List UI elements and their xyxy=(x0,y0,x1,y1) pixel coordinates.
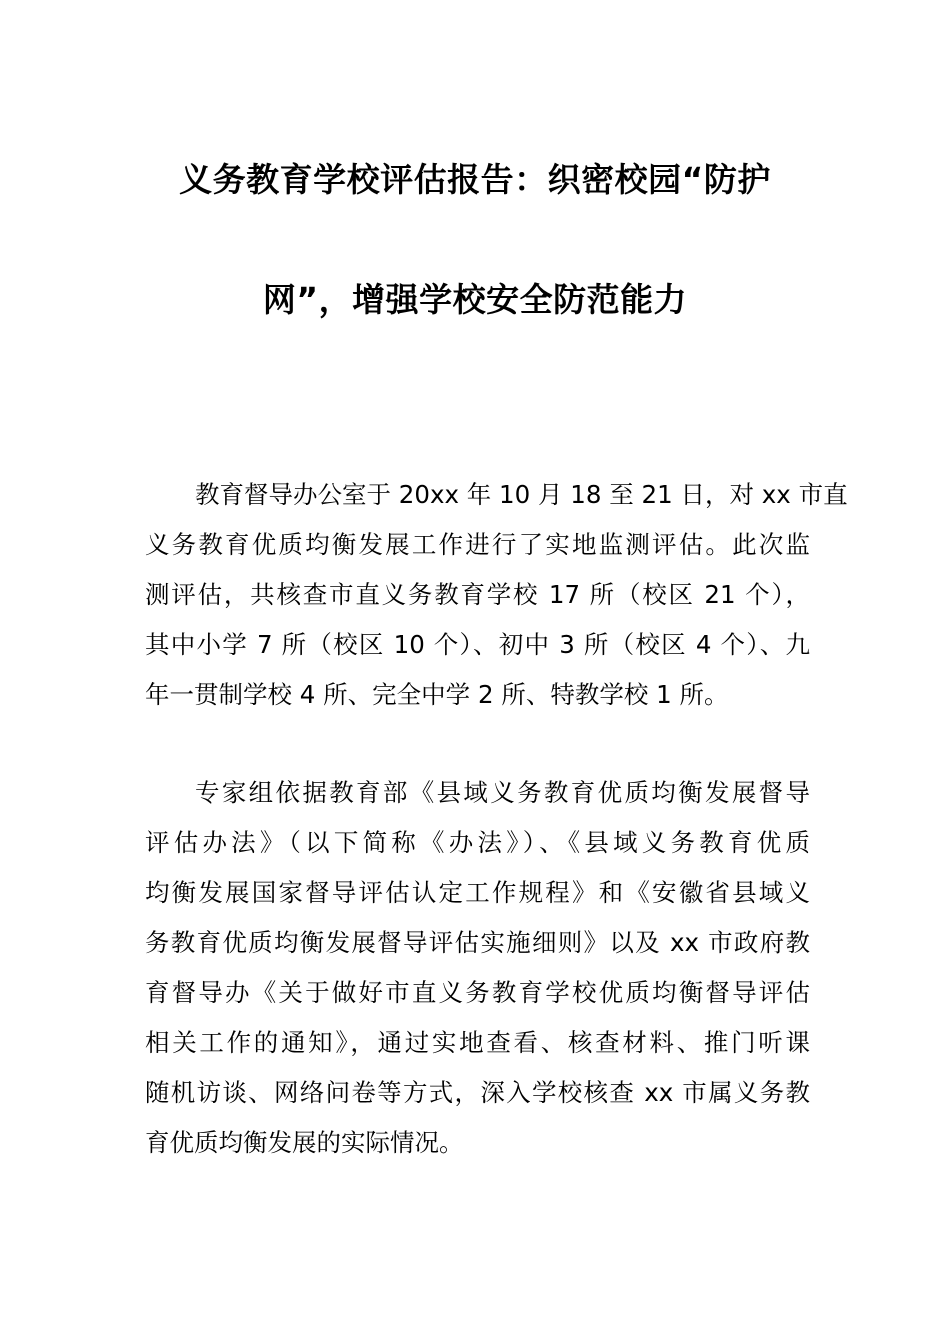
paragraph-line: 务教育优质均衡发展督导评估实施细则》以及 xx 市政府教 xyxy=(145,928,810,957)
paragraph-line: 其中小学 7 所（校区 10 个）、初中 3 所（校区 4 个）、九 xyxy=(145,630,810,659)
paragraph-line: 义务教育优质均衡发展工作进行了实地监测评估。此次监 xyxy=(145,530,810,559)
paragraph-line: 随机访谈、网络问卷等方式，深入学校核查 xx 市属义务教 xyxy=(145,1078,810,1107)
paragraph-line: 评估办法》（以下简称《办法》）、《县域义务教育优质 xyxy=(145,828,810,857)
paragraph-line: 年一贯制学校 4 所、完全中学 2 所、特教学校 1 所。 xyxy=(145,680,729,709)
paragraph-line: 育优质均衡发展的实际情况。 xyxy=(145,1128,464,1157)
paragraph-line: 教育督导办公室于 20xx 年 10 月 18 至 21 日，对 xx 市直 xyxy=(195,480,848,509)
paragraph-line: 相关工作的通知》，通过实地查看、核查材料、推门听课 xyxy=(145,1028,810,1057)
paragraph-line: 专家组依据教育部《县域义务教育优质均衡发展督导 xyxy=(195,778,810,807)
paragraph-2 xyxy=(145,768,810,1168)
paragraph-1 xyxy=(145,470,848,720)
paragraph-line: 均衡发展国家督导评估认定工作规程》和《安徽省县域义 xyxy=(145,878,810,907)
paragraph-line: 测评估，共核查市直义务教育学校 17 所（校区 21 个）， xyxy=(145,580,810,609)
paragraph-line: 育督导办《关于做好市直义务教育学校优质均衡督导评估 xyxy=(145,978,810,1007)
document-title-line-2: 网”，增强学校安全防范能力 xyxy=(262,280,688,319)
document-title-line-1: 义务教育学校评估报告：织密校园“防护 xyxy=(179,160,771,199)
